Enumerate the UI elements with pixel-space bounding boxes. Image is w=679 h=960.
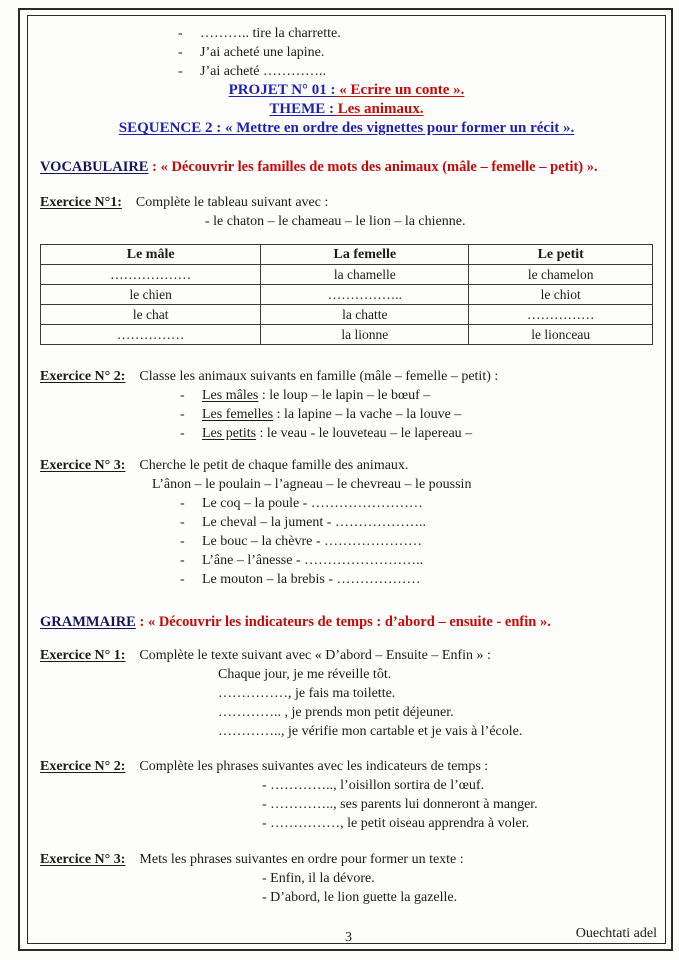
dash-bullet: - <box>180 515 185 530</box>
exercice-2-header <box>40 367 653 386</box>
category-label: Les petits <box>202 426 257 441</box>
heading-theme <box>40 100 653 119</box>
intro-list <box>40 24 653 81</box>
exercice-1-wordbank: - le chaton – le chameau – le lion – la chienne. <box>205 214 466 229</box>
exercice-3-text: Cherche le petit de chaque famille des animaux. <box>139 458 409 473</box>
dash-bullet: - <box>180 572 185 587</box>
intro-line <box>178 43 653 62</box>
table-cell: …………… <box>469 305 653 325</box>
table-cell: le chamelon <box>469 265 653 285</box>
exercice-3-item <box>180 494 653 513</box>
exercice-3-item <box>180 532 653 551</box>
grammaire-exercice-3-text: Mets les phrases suivantes en ordre pour former un texte : <box>139 852 464 867</box>
category-words: : le veau - le louveteau – le lapereau – <box>256 426 473 441</box>
dash-bullet: - <box>180 553 185 568</box>
table-cell: le chat <box>41 305 261 325</box>
table-cell: le chiot <box>469 285 653 305</box>
grammaire-exercice-2-line: - ……………, le petit oiseau apprendra à voler. <box>262 816 530 831</box>
intro-line-text: J’ai acheté une lapine. <box>200 45 325 60</box>
grammaire-exercice-1-line: Chaque jour, je me réveille tôt. <box>218 667 392 682</box>
table-row <box>41 285 653 305</box>
intro-line <box>178 62 653 81</box>
grammaire-exercice-3-line: - Enfin, il la dévore. <box>262 871 375 886</box>
grammaire-exercice-3-header <box>40 850 653 869</box>
grammaire-exercice-1 <box>40 646 653 741</box>
exercice-1-header <box>40 193 653 212</box>
section-vocabulaire <box>40 158 653 177</box>
grammaire-exercice-1-line: ……………, je fais ma toilette. <box>218 686 396 701</box>
intro-line <box>178 24 653 43</box>
animal-families-table <box>40 244 653 345</box>
dash-bullet: - <box>178 26 183 41</box>
intro-line-text: ……….. tire la charrette. <box>200 26 341 41</box>
table-row <box>41 265 653 285</box>
grammaire-exercice-1-line: ………….. , je prends mon petit déjeuner. <box>218 705 454 720</box>
grammaire-exercice-2-line: - ………….., ses parents lui donneront à manger. <box>262 797 538 812</box>
heading-projet <box>40 81 653 100</box>
table-cell: le chien <box>41 285 261 305</box>
projet-title: « Ecrire un conte ». <box>335 82 465 98</box>
page-footer <box>40 926 657 946</box>
exercice-3-item <box>180 513 653 532</box>
grammaire-exercice-2-text: Complète les phrases suivantes avec les indicateurs de temps : <box>139 759 489 774</box>
exercice-3-item-text: Le coq – la poule - …………………… <box>202 496 423 511</box>
exercice-3-item-text: Le mouton – la brebis - ……………… <box>202 572 421 587</box>
vocabulaire-label: VOCABULAIRE <box>40 159 149 175</box>
table-row <box>41 325 653 345</box>
table-cell: le lionceau <box>469 325 653 345</box>
dash-bullet: - <box>180 426 185 441</box>
projet-label: PROJET N° 01 : <box>228 82 336 98</box>
exercice-1-text: Complète le tableau suivant avec : <box>135 195 329 210</box>
exercice-3-header <box>40 456 653 475</box>
category-words: : le loup – le lapin – le bœuf – <box>258 388 431 403</box>
exercice-2-label: Exercice N° 2: <box>40 369 126 384</box>
dash-bullet: - <box>178 45 183 60</box>
exercice-3-item <box>180 570 653 589</box>
grammaire-exercice-1-line: ………….., je vérifie mon cartable et je vais à l’école. <box>218 724 523 739</box>
exercice-3-item-text: L’âne – l’ânesse - …………………….. <box>202 553 424 568</box>
sequence-title: SEQUENCE 2 : « Mettre en ordre des vignettes pour former un récit ». <box>118 120 575 136</box>
grammaire-exercice-2-label: Exercice N° 2: <box>40 759 126 774</box>
dash-bullet: - <box>180 407 185 422</box>
grammaire-exercice-2 <box>40 757 653 833</box>
table-cell: …………… <box>41 325 261 345</box>
exercice-2-item <box>180 405 653 424</box>
intro-line-text: J’ai acheté ………….. <box>200 64 326 79</box>
author-name: Ouechtati adel <box>575 926 657 941</box>
category-label: Les mâles <box>202 388 259 403</box>
column-header-male: Le mâle <box>41 245 261 265</box>
theme-title: Les animaux. <box>333 101 424 117</box>
column-header-femelle: La femelle <box>261 245 469 265</box>
category-words: : la lapine – la vache – la louve – <box>273 407 462 422</box>
theme-label: THEME : <box>269 101 334 117</box>
dash-bullet: - <box>180 388 185 403</box>
table-cell: la chatte <box>261 305 469 325</box>
dash-bullet: - <box>180 534 185 549</box>
grammaire-exercice-3-label: Exercice N° 3: <box>40 852 126 867</box>
exercice-2 <box>40 367 653 443</box>
page-number: 3 <box>345 930 352 945</box>
exercice-2-item <box>180 424 653 443</box>
grammaire-exercice-1-header <box>40 646 653 665</box>
grammaire-exercice-3-line: - D’abord, le lion guette la gazelle. <box>262 890 458 905</box>
section-grammaire <box>40 613 653 632</box>
vocabulaire-desc: : « Découvrir les familles de mots des animaux (mâle – femelle – petit) ». <box>148 159 598 175</box>
grammaire-exercice-3 <box>40 850 653 907</box>
page-content <box>40 24 653 907</box>
table-cell: …………….. <box>261 285 469 305</box>
category-label: Les femelles <box>202 407 274 422</box>
exercice-2-text: Classe les animaux suivants en famille (mâle – femelle – petit) : <box>139 369 499 384</box>
exercice-1 <box>40 193 653 231</box>
exercice-2-item <box>180 386 653 405</box>
table-header-row <box>41 245 653 265</box>
exercice-3-label: Exercice N° 3: <box>40 458 126 473</box>
table-cell: la lionne <box>261 325 469 345</box>
grammaire-desc: : « Découvrir les indicateurs de temps : d’abord – ensuite - enfin ». <box>135 614 551 630</box>
table-cell: ……………… <box>41 265 261 285</box>
grammaire-exercice-1-label: Exercice N° 1: <box>40 648 126 663</box>
exercice-1-label: Exercice N°1: <box>40 195 122 210</box>
exercice-3-wordbank: L’ânon – le poulain – l’agneau – le chevreau – le poussin <box>152 477 472 492</box>
exercice-3-item <box>180 551 653 570</box>
table-row <box>41 305 653 325</box>
grammaire-exercice-2-line: - ………….., l’oisillon sortira de l’œuf. <box>262 778 485 793</box>
heading-sequence <box>40 119 653 138</box>
grammaire-label: GRAMMAIRE <box>40 614 136 630</box>
column-header-petit: Le petit <box>469 245 653 265</box>
exercice-3-item-text: Le cheval – la jument - ……………….. <box>202 515 426 530</box>
grammaire-exercice-2-header <box>40 757 653 776</box>
dash-bullet: - <box>178 64 183 79</box>
table-cell: la chamelle <box>261 265 469 285</box>
exercice-3 <box>40 456 653 589</box>
grammaire-exercice-1-text: Complète le texte suivant avec « D’abord – Ensuite – Enfin » : <box>139 648 491 663</box>
exercice-3-item-text: Le bouc – la chèvre - ………………… <box>202 534 423 549</box>
dash-bullet: - <box>180 496 185 511</box>
